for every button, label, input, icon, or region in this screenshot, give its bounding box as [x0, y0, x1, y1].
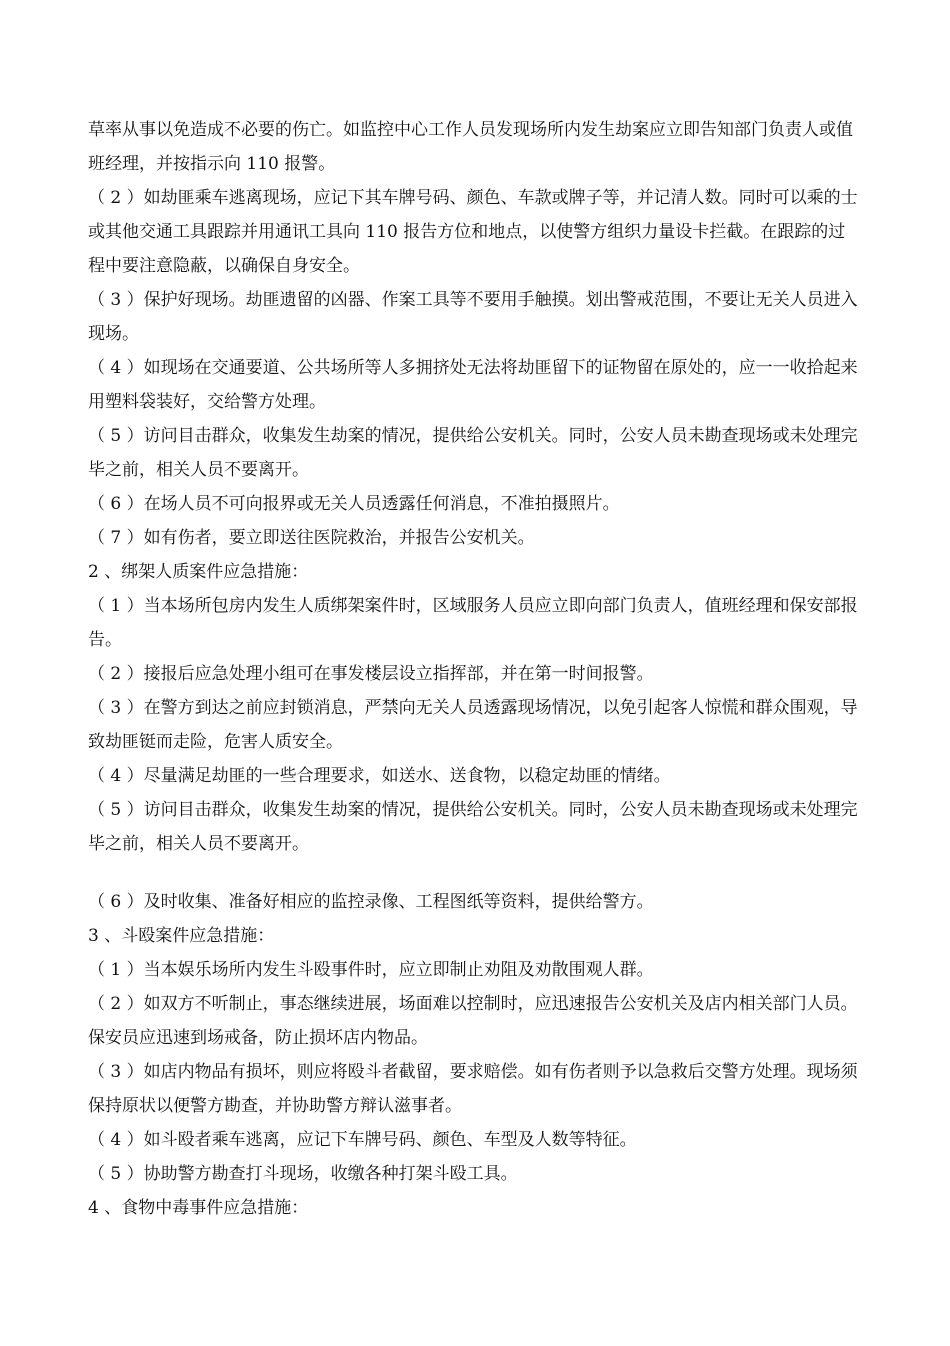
section-heading-fight: 3 、斗殴案件应急措施： — [88, 926, 275, 946]
paragraph-robbery-2: （ 2 ）如劫匪乘车逃离现场，应记下其车牌号码、颜色、车款或牌子等，并记清人数。同时可以乘的士或其他交通工具跟踪并用通讯工具向 110 报告方位和地点，以使警方组织力量设卡拦截。在跟踪的过程中要注意隐蔽，以确保自身安全。 — [88, 188, 858, 276]
paragraph-robbery-6: （ 6 ）在场人员不可向报界或无关人员透露任何消息，不准拍摄照片。 — [88, 494, 620, 514]
paragraph-robbery-5: （ 5 ）访问目击群众，收集发生劫案的情况，提供给公安机关。同时，公安人员未勘查现场或未处理完毕之前，相关人员不要离开。 — [88, 426, 858, 480]
paragraph-kidnapping-3: （ 3 ）在警方到达之前应封锁消息，严禁向无关人员透露现场情况，以免引起客人惊慌和群众围观，导致劫匪铤而走险，危害人质安全。 — [88, 698, 858, 752]
paragraph-gap — [88, 861, 858, 885]
paragraph-fight-2: （ 2 ）如双方不听制止，事态继续进展，场面难以控制时，应迅速报告公安机关及店内相关部门人员。保安员应迅速到场戒备，防止损坏店内物品。 — [88, 994, 858, 1048]
paragraph-kidnapping-2: （ 2 ）接报后应急处理小组可在事发楼层设立指挥部，并在第一时间报警。 — [88, 664, 654, 684]
paragraph-kidnapping-6: （ 6 ）及时收集、准备好相应的监控录像、工程图纸等资料，提供给警方。 — [88, 892, 654, 912]
section-heading-food-poisoning: 4 、食物中毒事件应急措施： — [88, 1198, 309, 1218]
paragraph-robbery-7: （ 7 ）如有伤者，要立即送往医院救治，并报告公安机关。 — [88, 528, 535, 548]
paragraph-fight-1: （ 1 ）当本娱乐场所内发生斗殴事件时，应立即制止劝阻及劝散围观人群。 — [88, 960, 654, 980]
section-heading-kidnapping: 2 、绑架人质案件应急措施： — [88, 562, 309, 582]
paragraph-kidnapping-4: （ 4 ）尽量满足劫匪的一些合理要求，如送水、送食物，以稳定劫匪的情绪。 — [88, 766, 671, 786]
document-body — [88, 113, 858, 1225]
paragraph-kidnapping-1: （ 1 ）当本场所包房内发生人质绑架案件时，区域服务人员应立即向部门负责人，值班经理和保安部报告。 — [88, 596, 858, 650]
paragraph-robbery-3: （ 3 ）保护好现场。劫匪遗留的凶器、作案工具等不要用手触摸。划出警戒范围，不要让无关人员进入现场。 — [88, 290, 858, 344]
paragraph-fight-3: （ 3 ）如店内物品有损坏，则应将殴斗者截留，要求赔偿。如有伤者则予以急救后交警方处理。现场须保持原状以便警方勘查，并协助警方辩认滋事者。 — [88, 1062, 858, 1116]
paragraph-robbery-4: （ 4 ）如现场在交通要道、公共场所等人多拥挤处无法将劫匪留下的证物留在原处的，应一一收拾起来用塑料袋装好，交给警方处理。 — [88, 358, 858, 412]
paragraph-fight-4: （ 4 ）如斗殴者乘车逃离，应记下车牌号码、颜色、车型及人数等特征。 — [88, 1130, 637, 1150]
paragraph-kidnapping-5: （ 5 ）访问目击群众，收集发生劫案的情况，提供给公安机关。同时，公安人员未勘查现场或未处理完毕之前，相关人员不要离开。 — [88, 800, 858, 854]
paragraph-fight-5: （ 5 ）协助警方勘查打斗现场，收缴各种打架斗殴工具。 — [88, 1164, 518, 1184]
paragraph-robbery-intro: 草率从事以免造成不必要的伤亡。如监控中心工作人员发现场所内发生劫案应立即告知部门负责人或值班经理，并按指示向 110 报警。 — [88, 120, 853, 174]
